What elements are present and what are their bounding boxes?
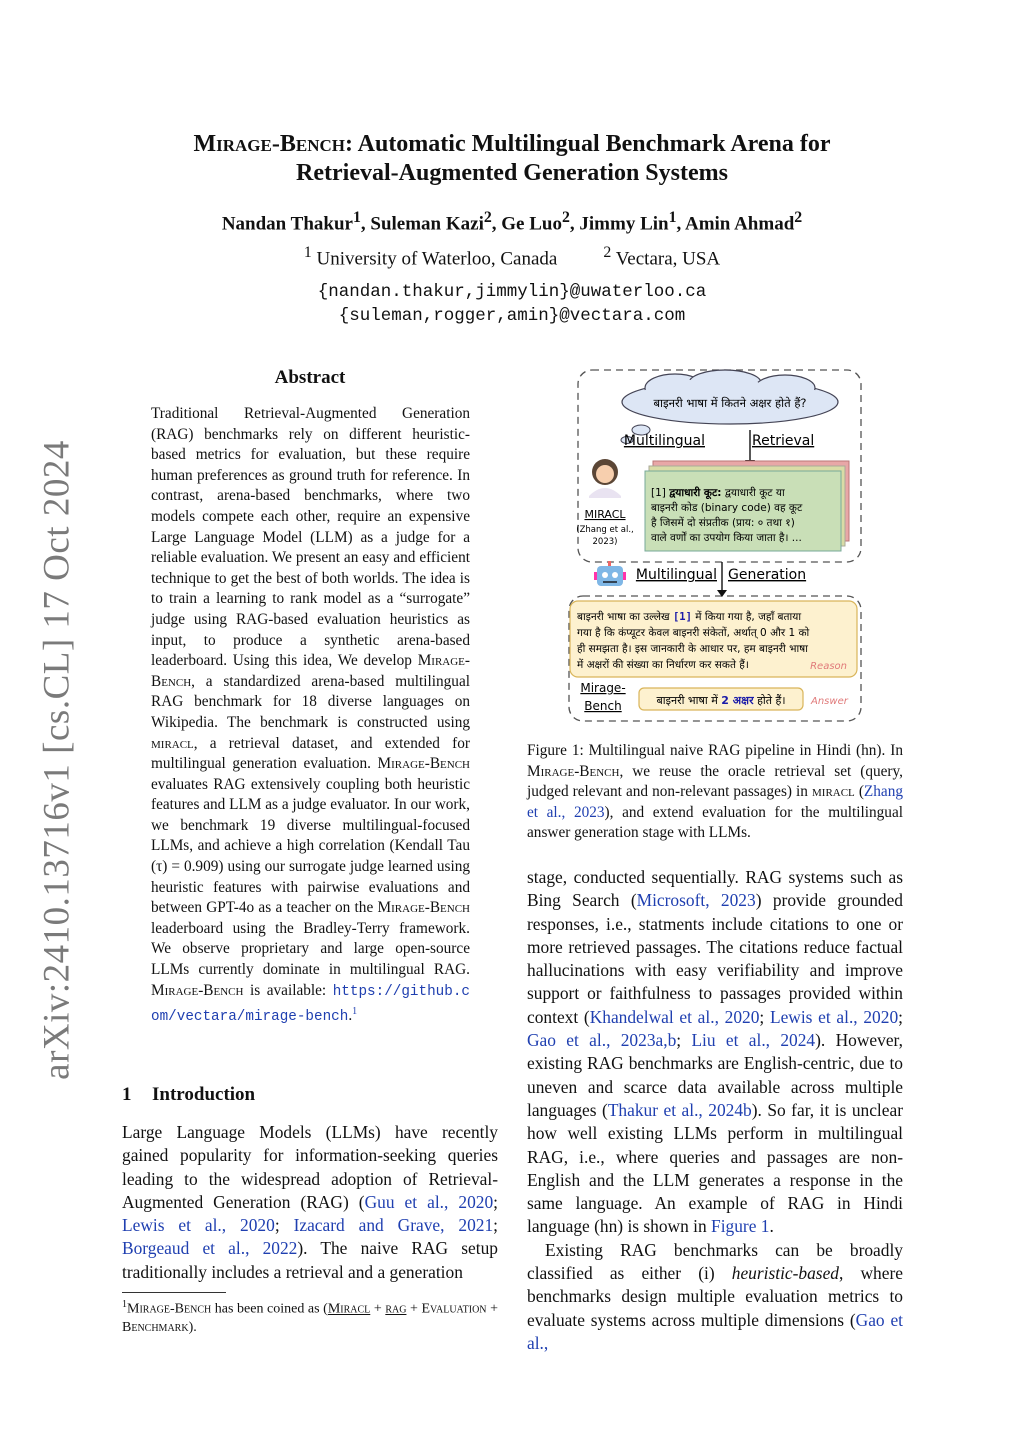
- caption-smallcaps: Mirage-Bench: [527, 762, 620, 780]
- affiliations: [150, 244, 874, 270]
- footnote-text: +: [370, 1301, 386, 1317]
- caption-text: Figure 1: Multilingual naive RAG pipeline in Hindi (hn). In: [527, 742, 903, 759]
- body-text: ). The naive RAG setup traditionally includes a retrieval and a generation: [122, 1238, 498, 1282]
- answer-text-part: बाइनरी भाषा में: [656, 694, 722, 707]
- reason-line-4: में अक्षरों की संख्या का निर्धारण कर सकते हैं।: [577, 659, 749, 671]
- author-affil-sup: 2: [794, 209, 803, 226]
- footnote-text: +: [486, 1301, 498, 1317]
- body-text: ). So far, it is unclear how well existing LLMs perform in multilingual RAG, i.e., where queries and passages are non-English and the LLM generates a response in the same language. An example of RAG in Hindi language (hn) is shown in: [527, 1099, 903, 1237]
- footnote-smallcaps: Benchmark: [122, 1320, 189, 1336]
- passage-line-2: बाइनरी कोड (binary code) वह कूट: [651, 502, 803, 514]
- label-multilingual-retrieval: Multilingual: [623, 433, 705, 449]
- author-name: Nandan Thakur: [221, 213, 353, 235]
- title-line1-rest: : Automatic Multilingual Benchmark Arena for: [344, 131, 831, 157]
- reason-line-1: [577, 610, 801, 623]
- abstract-text: evaluates RAG extensively coupling both heuristic features and LLM as a judge evaluator. In our work, we benchmark 19 diverse multilingual-focused LLMs, and achieve a high correlation (Kendall Tau (τ) = 0.909) using our surrogate judge learned using heuristic features with pairwise evaluations and between GPT-4o as a teacher on the: [151, 775, 471, 917]
- query-text: बाइनरी भाषा में कितने अक्षर होते हैं?: [653, 396, 807, 410]
- arxiv-side-stamp: arXiv:2410.13716v1 [cs.CL] 17 Oct 2024: [36, 440, 78, 1080]
- abstract-text: leaderboard using the Bradley-Terry framework. We observe proprietary and large open-source LLMs currently dominate in multilingual RAG.: [151, 919, 470, 979]
- figure-caption: [527, 741, 903, 844]
- reason-tag: Reason: [810, 661, 847, 672]
- bench-label-line-1: Mirage-: [580, 681, 626, 695]
- reason-line-2: गया है कि कंप्यूटर केवल बाइनरी संकेतों, अर्थात् 0 और 1 को: [577, 627, 810, 639]
- abstract-text: .: [348, 1007, 353, 1025]
- figure-reference-link[interactable]: Figure 1: [711, 1216, 770, 1237]
- citation-link[interactable]: Izacard and Grave, 2021: [293, 1215, 494, 1236]
- body-text: ;: [493, 1215, 499, 1236]
- passage-text: द्वयाधारी कूट या: [724, 487, 785, 499]
- figure-1-rag-pipeline: [565, 368, 865, 723]
- caption-text: ), and extend evaluation for the multilingual answer generation stage with LLMs.: [527, 803, 903, 842]
- reason-citation: [1]: [672, 611, 692, 623]
- affil-name: Vectara, USA: [615, 248, 721, 270]
- body-text: ) provide grounded responses, i.e., statments include citations to one or more retrieved passages. The citations reduce factual hallucinations with easy verifiability and improve support or faithfulness to passages provided within context (: [527, 890, 903, 1027]
- dataset-name: MIRACL: [584, 508, 626, 521]
- footnote-rule: [122, 1292, 226, 1293]
- body-text: ;: [676, 1030, 692, 1051]
- caption-smallcaps: miracl: [812, 783, 855, 801]
- passage-id: [1]: [651, 487, 666, 499]
- abstract-smallcaps: Mirage-Bench: [377, 755, 470, 773]
- footnote-marker[interactable]: 1: [352, 1006, 358, 1018]
- abstract-text: is available:: [243, 981, 333, 999]
- body-paragraph: [527, 866, 903, 1239]
- body-paragraph: [527, 1239, 903, 1355]
- author-list: Nandan Thakur$^1$, Suleman Kazi$^2$, Ge Luo$^2$, Jimmy Lin$^1$, Amin Ahmad$^2$: [221, 209, 803, 235]
- author-name: Amin Ahmad: [684, 213, 795, 235]
- section-heading-introduction: [122, 1084, 255, 1106]
- body-text: , where benchmarks design multiple evaluation metrics to evaluate systems across multiple dimensions (: [527, 1263, 903, 1330]
- body-text: ;: [759, 1006, 770, 1027]
- passage-line-3: है जिसमें दो संप्रतीक (प्राय: ० तथा १): [651, 517, 795, 529]
- footnote-text: has been coined as (: [211, 1301, 328, 1317]
- abstract-text: , a standardized arena-based multilingual RAG benchmark for 18 diverse languages on Wikipedia. The benchmark is constructed using: [151, 672, 470, 731]
- abstract-body: [151, 404, 470, 1028]
- footnote-text: ).: [188, 1320, 197, 1336]
- citation-link[interactable]: Microsoft, 2023: [636, 890, 756, 911]
- author-emails: [150, 280, 874, 328]
- passage-title: द्वयाधारी कूट:: [669, 487, 722, 499]
- citation-link[interactable]: Gao et al.,: [527, 1309, 904, 1353]
- reason-text: बाइनरी भाषा का उल्लेख: [577, 611, 673, 623]
- abstract-smallcaps: Mirage-Bench: [377, 899, 470, 917]
- answer-text: [656, 694, 785, 707]
- footnote-smallcaps: Mirage-Bench: [127, 1301, 212, 1317]
- dataset-citation: (Zhang et al.,: [576, 525, 634, 535]
- body-text: stage, conducted sequentially. RAG systems such as Bing Search (: [527, 867, 903, 911]
- footnote-number: 1: [122, 1299, 127, 1310]
- footnote-smallcaps: Miracl: [327, 1301, 371, 1317]
- passage-line-1: [651, 486, 785, 500]
- label-retrieval: Retrieval: [752, 433, 815, 449]
- citation-link[interactable]: Gao et al., 2023a,b: [527, 1030, 677, 1051]
- body-text: ;: [493, 1191, 498, 1212]
- bench-label-line-2: Bench: [584, 699, 622, 713]
- author-affil-sup: 1: [352, 209, 361, 226]
- abstract-heading: Abstract: [274, 367, 346, 388]
- repo-link[interactable]: https://github.com/vectara/mirage-bench: [151, 983, 470, 1026]
- footnote-smallcaps: Evaluation: [421, 1301, 487, 1317]
- body-text: Existing RAG benchmarks can be broadly classified as either (i): [527, 1239, 903, 1284]
- author-affil-sup: 2: [483, 209, 492, 226]
- abstract-smallcaps: Mirage-Bench: [151, 652, 470, 690]
- citation-link[interactable]: Lewis et al., 2020: [769, 1006, 899, 1027]
- citation-link[interactable]: Liu et al., 2024: [691, 1030, 816, 1051]
- title-line2: Retrieval-Augmented Generation Systems: [296, 160, 728, 186]
- body-text: ). However, existing RAG benchmarks are English-centric, due to uneven and scarce data available across multiple languages (: [527, 1030, 903, 1120]
- footnote: [122, 1296, 498, 1338]
- reason-line-3: ही समझता है। इस जानकारी के आधार पर, हम बाइनरी भाषा: [577, 643, 808, 655]
- footnote-smallcaps: rag: [385, 1301, 407, 1317]
- user-avatar: [589, 459, 621, 498]
- answer-text-part: होते हैं।: [753, 694, 786, 707]
- author-name: Suleman Kazi: [370, 213, 484, 235]
- answer-highlight: 2 अक्षर: [721, 694, 754, 707]
- reason-text: में किया गया है, जहाँ बताया: [691, 611, 802, 623]
- caption-text: , we reuse the oracle retrieval set (query, judged relevant and non-relevant passages) in: [527, 762, 903, 801]
- author-name: Jimmy Lin: [579, 213, 669, 235]
- email-line: {suleman,rogger,amin}@vectara.com: [338, 306, 686, 326]
- passage-line-4: वाले वर्णों का उपयोग किया जाता है। ...: [651, 532, 802, 544]
- email-line: {nandan.thakur,jimmylin}@uwaterloo.ca: [317, 282, 707, 302]
- body-emphasis: heuristic-based: [731, 1263, 839, 1284]
- right-column-body: [527, 866, 903, 1355]
- abstract-text: Traditional Retrieval-Augmented Generation (RAG) benchmarks rely on different heuristic-based metrics for evaluation, but these require human preferences as ground truth for reference. In contrast, arena-based benchmarks, where two models compete each other, require an expensive Large Language Model (LLM) as a judge for a reliable evaluation. We present an easy and efficient technique to get the best of both worlds. The idea is to train a learning to rank model as a “surrogate” judge using RAG-based evaluation heuristics as input, to produce a synthetic arena-based leaderboard. Using this idea, We develop: [151, 405, 470, 670]
- label-generation: Generation: [728, 567, 807, 583]
- author-affil-sup: 2: [561, 209, 570, 226]
- footnote-text: +: [406, 1301, 422, 1317]
- section-title: Introduction: [152, 1084, 256, 1105]
- citation-link[interactable]: Khandelwal et al., 2020: [589, 1006, 760, 1027]
- body-text: .: [769, 1216, 774, 1237]
- title-benchmark-name: Mirage-Bench: [193, 131, 345, 157]
- citation-link[interactable]: Borgeaud et al., 2022: [122, 1238, 298, 1259]
- paper-title: [150, 130, 874, 188]
- abstract-smallcaps: Mirage-Bench: [151, 981, 244, 999]
- robot-icon: [594, 561, 626, 586]
- introduction-paragraph: [122, 1121, 498, 1284]
- body-text: ;: [898, 1006, 903, 1027]
- body-text: Large Language Models (LLMs) have recently gained popularity for information-seeking queries leading to the widespread adoption of Retrieval-Augmented Generation (RAG) (: [122, 1122, 498, 1212]
- caption-text: (: [854, 783, 864, 801]
- label-multilingual-generation: Multilingual: [635, 567, 717, 583]
- answer-tag: Answer: [811, 696, 848, 707]
- affil-name: University of Waterloo, Canada: [316, 248, 558, 270]
- affil-sup: 2: [603, 244, 612, 261]
- body-text: ;: [274, 1215, 294, 1236]
- dataset-citation-year: 2023): [592, 537, 618, 547]
- abstract-smallcaps: miracl: [151, 734, 194, 752]
- citation-link[interactable]: Lewis et al., 2020: [122, 1215, 275, 1236]
- abstract-text: , a retrieval dataset, and extended for multilingual generation evaluation.: [151, 734, 470, 773]
- citation-link[interactable]: Thakur et al., 2024b: [607, 1099, 752, 1120]
- affil-sup: 1: [303, 244, 312, 261]
- author-affil-sup: 1: [668, 209, 677, 226]
- citation-link[interactable]: Zhang et al., 2023: [527, 783, 904, 821]
- author-name: Ge Luo: [501, 213, 562, 235]
- citation-link[interactable]: Guu et al., 2020: [364, 1191, 494, 1212]
- section-number: 1: [122, 1084, 132, 1105]
